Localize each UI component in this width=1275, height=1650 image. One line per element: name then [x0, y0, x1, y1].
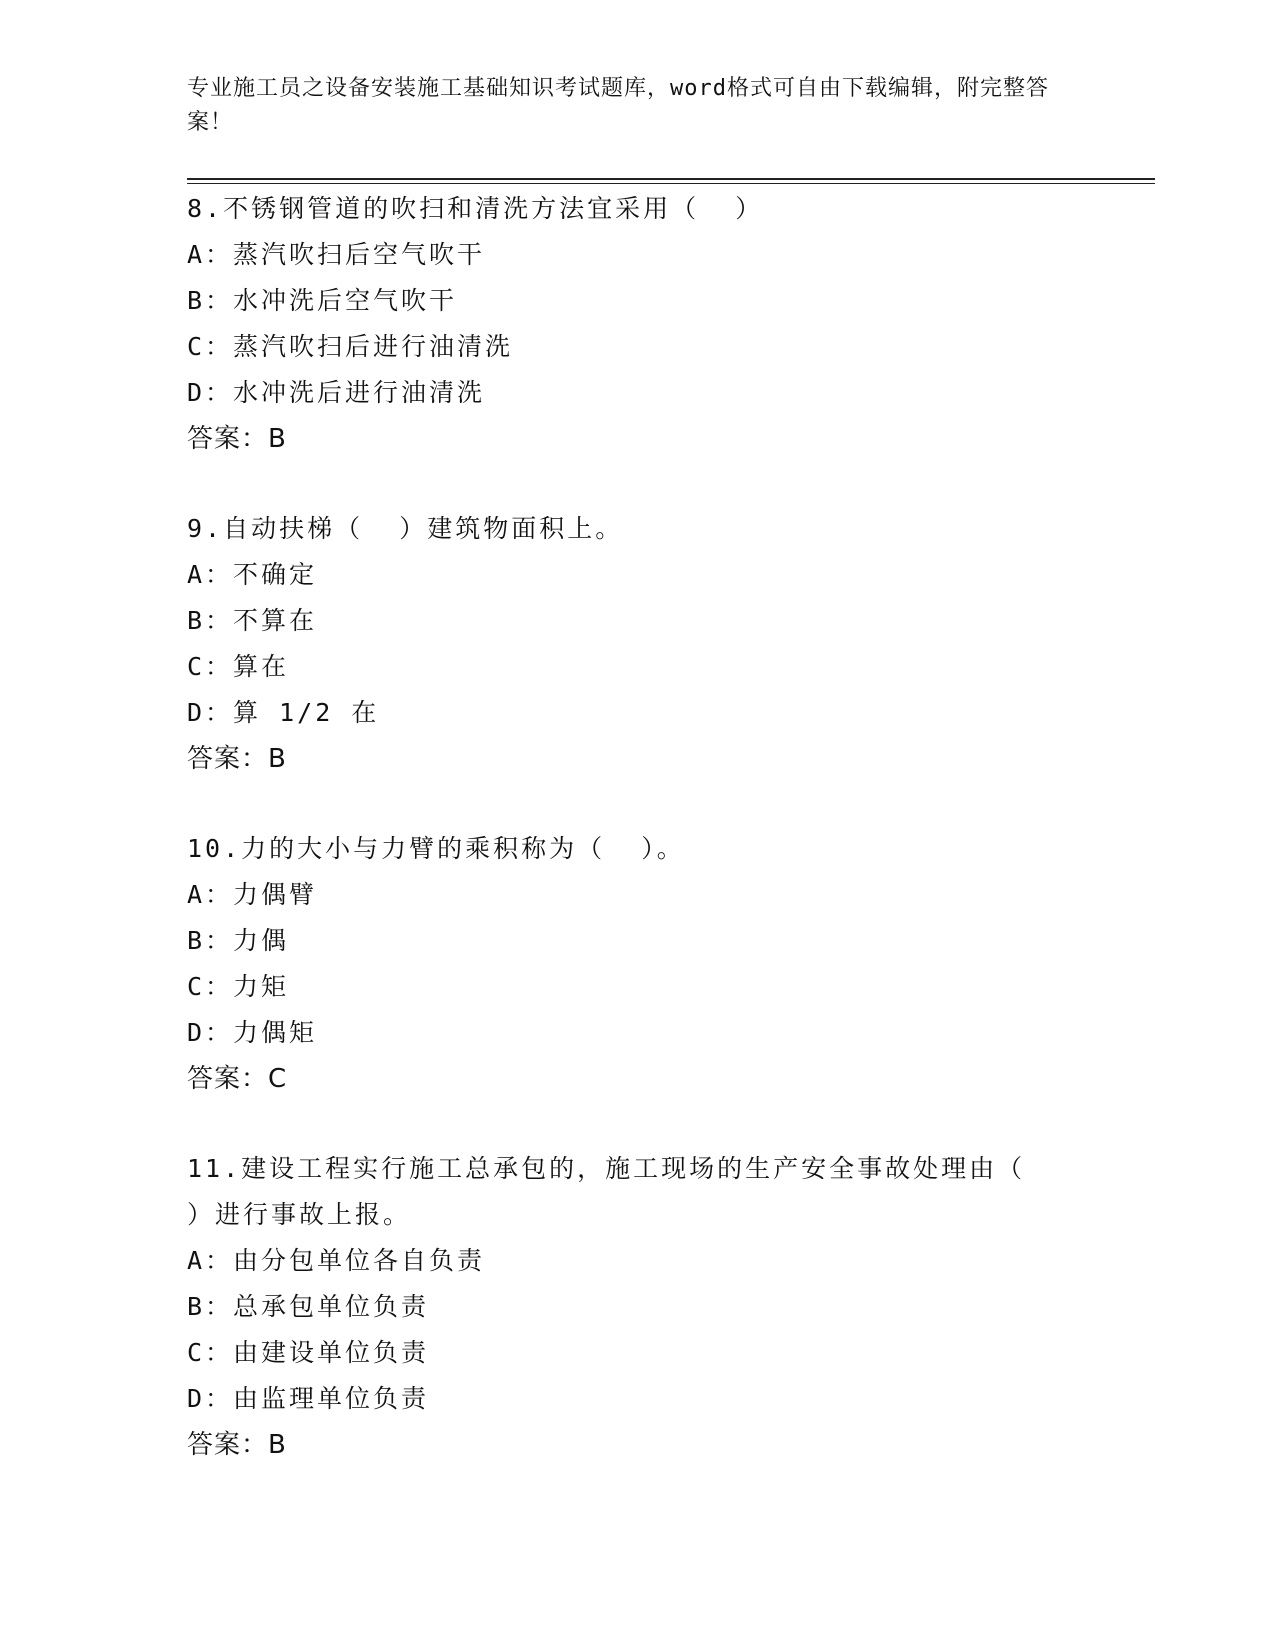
header-divider-thick [187, 178, 1155, 180]
option-d: D：水冲洗后进行油清洗 [187, 378, 486, 407]
answer-line: 答案：C [187, 1064, 288, 1094]
document-header: 专业施工员之设备安装施工基础知识考试题库，word格式可自由下载编辑，附完整答案！ [187, 76, 1049, 135]
option-b: B：不算在 [187, 606, 318, 635]
question-list [187, 186, 1087, 1512]
option-a: A：力偶臂 [187, 880, 318, 909]
option-b: B：力偶 [187, 926, 290, 955]
question-text: 10.力的大小与力臂的乘积称为（ ）。 [187, 834, 685, 863]
option-a: A：不确定 [187, 560, 318, 589]
option-d: D：算 1/2 在 [187, 698, 380, 727]
option-b: B：水冲洗后空气吹干 [187, 286, 458, 315]
option-b: B：总承包单位负责 [187, 1292, 430, 1321]
question-text: 11.建设工程实行施工总承包的，施工现场的生产安全事故处理由（ ）进行事故上报。 [187, 1154, 1062, 1229]
option-d: D：力偶矩 [187, 1018, 318, 1047]
question-text: 8.不锈钢管道的吹扫和清洗方法宜采用（ ） [187, 194, 764, 223]
option-a: A：蒸汽吹扫后空气吹干 [187, 240, 486, 269]
question-11 [187, 1146, 1087, 1468]
option-c: C：力矩 [187, 972, 290, 1001]
option-c: C：蒸汽吹扫后进行油清洗 [187, 332, 514, 361]
option-d: D：由监理单位负责 [187, 1384, 430, 1413]
answer-line: 答案：B [187, 424, 287, 454]
question-text: 9.自动扶梯（ ）建筑物面积上。 [187, 514, 624, 543]
option-a: A：由分包单位各自负责 [187, 1246, 486, 1275]
option-c: C：由建设单位负责 [187, 1338, 430, 1367]
answer-line: 答案：B [187, 1430, 287, 1460]
question-10 [187, 826, 1087, 1102]
option-c: C：算在 [187, 652, 290, 681]
header-divider-thin [187, 183, 1155, 184]
answer-line: 答案：B [187, 744, 287, 774]
question-8 [187, 186, 1087, 462]
question-9 [187, 506, 1087, 782]
